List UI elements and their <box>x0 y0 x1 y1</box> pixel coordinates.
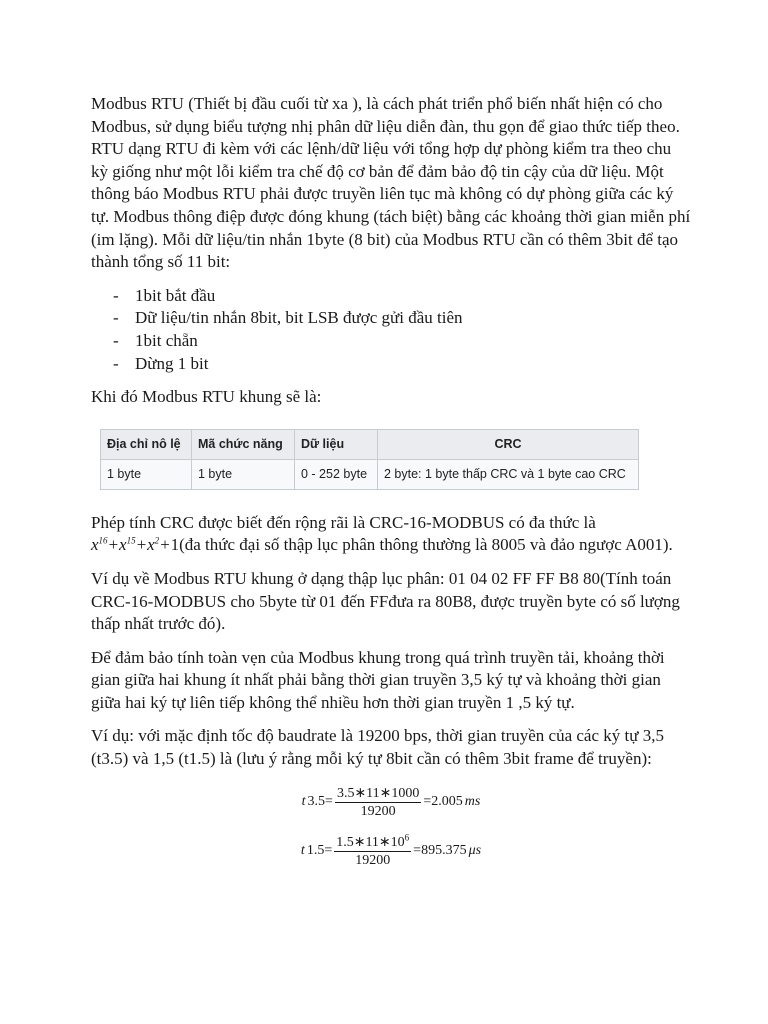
table-header-row <box>101 429 639 459</box>
intro-paragraph: Modbus RTU (Thiết bị đầu cuối từ xa ), là cách phát triển phổ biến nhất hiện có cho Modbus, sử dụng biểu tượng nhị phân dữ liệu diễn đàn, thu gọn để giao thức tiếp theo. RTU dạng RTU đi kèm với các lệnh/dữ liệu với tổng hợp dự phòng kiểm tra theo chu kỳ giống như một lỗi kiểm tra chế độ cơ bản để đảm bảo độ tin cậy của dữ liệu. Một thông báo Modbus RTU phải được truyền liên tục mà không có dự phòng giữa các ký tự. Modbus thông điệp được đóng khung (tách biệt) bằng các khoảng thời gian miễn phí (im lặng). Mỗi dữ liệu/tin nhắn 1byte (8 bit) của Modbus RTU cần có thêm 3bit để tạo thành tổng số 11 bit: <box>91 94 691 272</box>
crc-polynomial: $x^{16}+x^{15}+x^2+1$ <box>91 535 180 555</box>
list-item: - Dừng 1 bit <box>113 353 209 373</box>
table-row <box>101 459 639 489</box>
table-header: CRC <box>378 429 639 459</box>
baud-example-paragraph: Ví dụ: với mặc định tốc độ baudrate là 19200 bps, thời gian truyền của các ký tự 3,5 (t3.5) và 1,5 (t1.5) là (lưu ý rằng mỗi ký tự 8bit cần có thêm 3bit frame để truyền): <box>91 726 664 769</box>
frame-bits-list <box>91 285 691 375</box>
document-body <box>91 93 691 869</box>
hex-example-paragraph: Ví dụ về Modbus RTU khung ở dạng thập lục phân: 01 04 02 FF FF B8 80(Tính toán CRC-16-MODBUS cho 5byte từ 01 đến FFđưa ra 80B8, được truyền byte có số lượng thấp nhất trước đó). <box>91 568 680 634</box>
frame-intro-paragraph: Khi đó Modbus RTU khung sẽ là: <box>91 387 322 407</box>
list-item: - 1bit bắt đầu <box>113 285 216 305</box>
t35-formula: t 3.5 = $\frac{3.5∗11∗1000}{19200}$ = 2.005 ms <box>301 785 481 819</box>
table-cell: 0 - 252 byte <box>295 459 378 489</box>
crc-paragraph: Phép tính CRC được biết đến rộng rãi là CRC-16-MODBUS có đa thức là $x^{16}+x^{15}+x^2+1(đa$ thức đại số thập lục phân thông thường là 8005 và đảo ngược A001). <box>91 512 673 555</box>
t15-formula: t 1.5 = $\frac{1.5∗11∗10^6}{19200}$ = 895.375 μs <box>300 832 482 868</box>
table-cell: 1 byte <box>192 459 295 489</box>
list-item: - 1bit chẵn <box>113 330 198 350</box>
fraction: $\frac{1.5∗11∗10^6}{19200}$ <box>336 832 410 868</box>
table-header: Mã chức năng <box>192 429 295 459</box>
rtu-frame-table <box>100 429 639 490</box>
table-cell: 1 byte <box>101 459 192 489</box>
table-header: Địa chỉ nô lệ <box>101 429 192 459</box>
integrity-paragraph: Để đảm bảo tính toàn vẹn của Modbus khung trong quá trình truyền tải, khoảng thời gian giữa hai khung ít nhất phải bằng thời gian truyền 3,5 ký tự và khoảng thời gian giữa hai ký tự liên tiếp không thể nhiều hơn thời gian truyền 1 ,5 ký tự. <box>91 647 665 712</box>
list-item: - Dữ liệu/tin nhắn 8bit, bit LSB được gửi đầu tiên <box>113 308 463 328</box>
table-cell: 2 byte: 1 byte thấp CRC và 1 byte cao CRC <box>378 459 639 489</box>
fraction: $\frac{3.5∗11∗1000}{19200}$ <box>336 785 420 819</box>
table-header: Dữ liệu <box>295 429 378 459</box>
